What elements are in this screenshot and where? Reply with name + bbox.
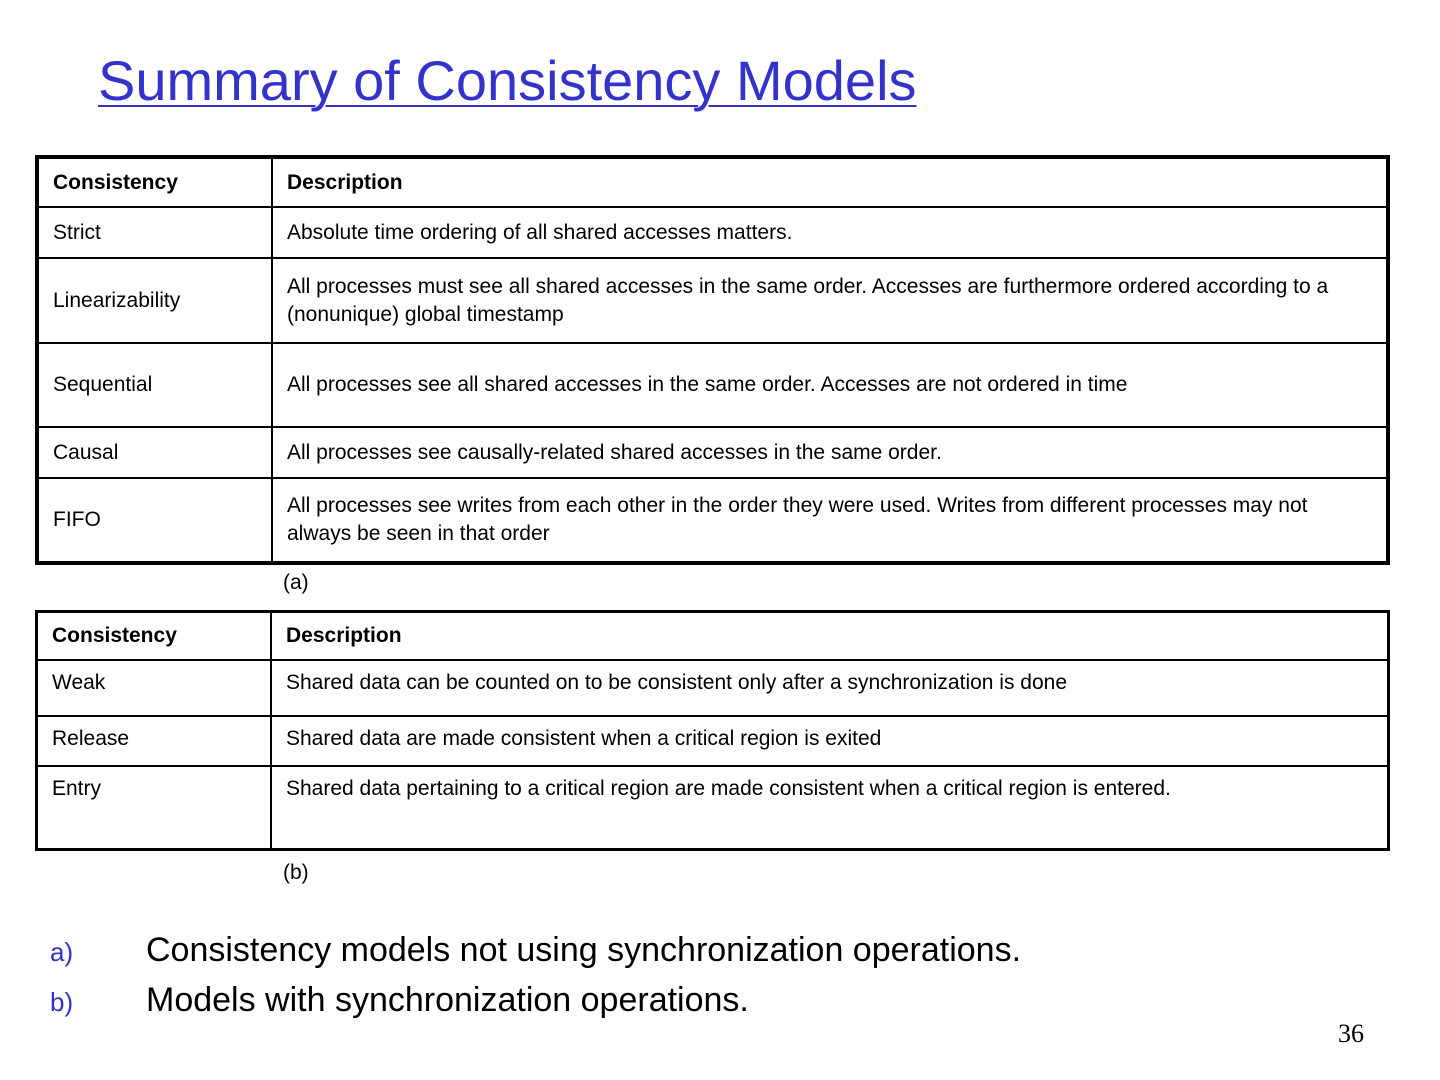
header-consistency: Consistency [37, 612, 272, 660]
model-name: Strict [37, 207, 272, 258]
table-row [37, 258, 1388, 343]
model-description: Shared data are made consistent when a critical region is exited [271, 716, 1389, 766]
model-name: Release [37, 716, 272, 766]
table-row [37, 766, 1389, 850]
table-row [37, 660, 1389, 716]
table-row [37, 427, 1388, 478]
consistency-table-b [35, 610, 1390, 851]
bullet-item [50, 981, 1021, 1031]
bullet-list [50, 931, 1021, 1031]
model-description: All processes see writes from each other in the order they were used. Writes from different processes may not always be seen in that order [272, 478, 1388, 563]
bullet-text: Models with synchronization operations. [146, 981, 749, 1019]
header-consistency: Consistency [37, 157, 272, 207]
header-description: Description [271, 612, 1389, 660]
model-description: All processes see all shared accesses in the same order. Accesses are not ordered in time [272, 343, 1388, 427]
table-row [37, 716, 1389, 766]
table-b-caption: (b) [283, 861, 309, 884]
model-name: Sequential [37, 343, 272, 427]
slide-title: Summary of Consistency Models [98, 49, 917, 112]
table-header-row [37, 612, 1389, 660]
page-number: 36 [1338, 1019, 1364, 1048]
table-header-row [37, 157, 1388, 207]
bullet-marker: b) [50, 987, 74, 1017]
model-name: Entry [37, 766, 272, 850]
model-description: Shared data pertaining to a critical region are made consistent when a critical region is entered. [271, 766, 1389, 850]
model-name: Weak [37, 660, 272, 716]
model-description: All processes see causally-related shared accesses in the same order. [272, 427, 1388, 478]
header-description: Description [272, 157, 1388, 207]
table-row [37, 343, 1388, 427]
model-name: Causal [37, 427, 272, 478]
model-name: Linearizability [37, 258, 272, 343]
table-row [37, 207, 1388, 258]
model-description: Absolute time ordering of all shared accesses matters. [272, 207, 1388, 258]
model-description: Shared data can be counted on to be consistent only after a synchronization is done [271, 660, 1389, 716]
bullet-item [50, 931, 1021, 981]
bullet-marker: a) [50, 937, 74, 967]
table-row [37, 478, 1388, 563]
table-a-caption: (a) [283, 571, 309, 594]
consistency-table-a [35, 155, 1390, 565]
model-name: FIFO [37, 478, 272, 563]
bullet-text: Consistency models not using synchronization operations. [146, 931, 1022, 969]
model-description: All processes must see all shared accesses in the same order. Accesses are furthermore ordered according to a (nonunique) global timestamp [272, 258, 1388, 343]
